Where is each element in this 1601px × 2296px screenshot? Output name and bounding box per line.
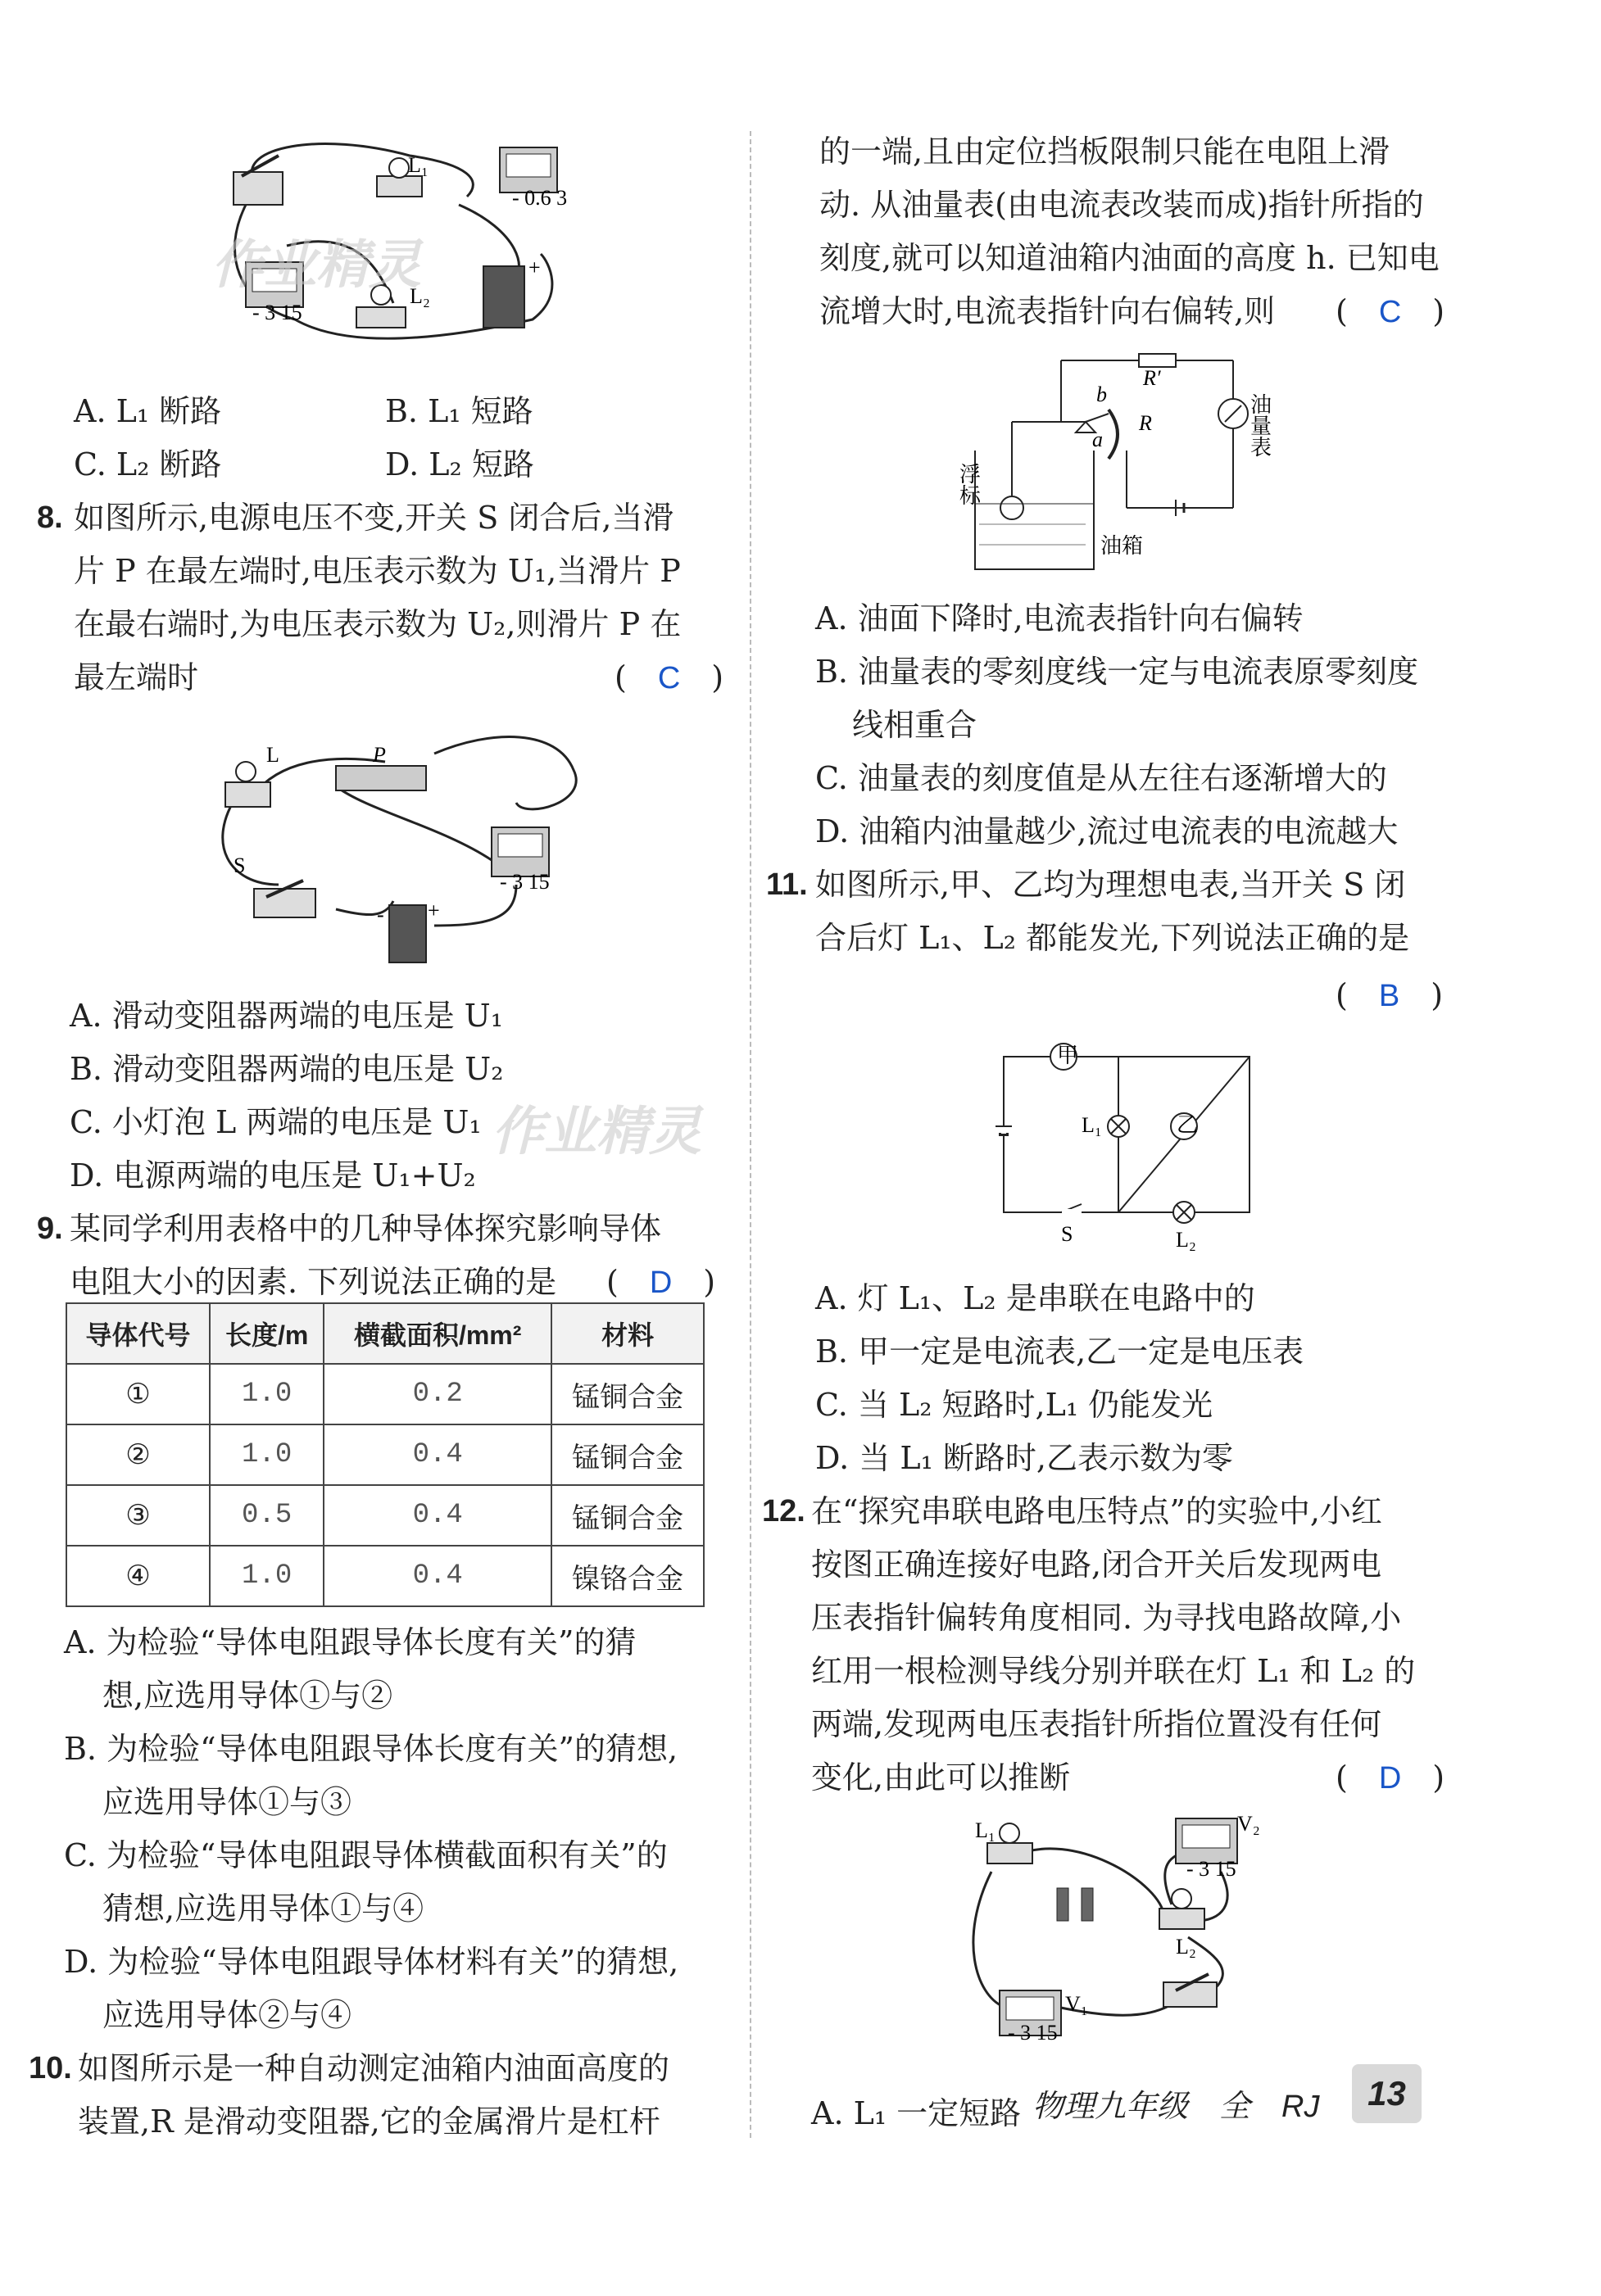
table-cell: 0.4 (324, 1424, 551, 1485)
q10-line-1: 如图所示是一种自动测定油箱内油面高度的 (78, 2050, 670, 2086)
q9-option-d-2: 应选用导体②与④ (102, 1997, 352, 2033)
q8-line-1: 如图所示,电源电压不变,开关 S 闭合后,当滑 (74, 500, 674, 536)
q10-line-3: 的一端,且由定位挡板限制只能在电阻上滑 (819, 134, 1390, 170)
q10-label-r: R (1139, 411, 1152, 435)
table-cell: 锰铜合金 (551, 1364, 704, 1424)
q10-answer-key: C (1378, 295, 1402, 329)
table-cell: 1.0 (210, 1364, 324, 1424)
q8-number: 8. (37, 500, 63, 535)
q7-label-l2: L₂ (410, 284, 430, 308)
q8-voltmeter-scale: - 3 15 (500, 870, 550, 894)
q7-option-b: B. L₁ 短路 (385, 393, 533, 429)
q10-option-b-2: 线相重合 (852, 707, 977, 743)
table-cell: 锰铜合金 (551, 1485, 704, 1546)
q8-label-p: P (373, 743, 386, 767)
table-row (66, 1364, 704, 1424)
q10-label-b: b (1096, 383, 1107, 406)
q9-option-a-1: A. 为检验“导体电阻跟导体长度有关”的猜 (64, 1624, 637, 1660)
table-cell: 0.5 (210, 1485, 324, 1546)
q12-number: 12. (762, 1494, 805, 1528)
q12-option-a: A. L₁ 一定短路 (811, 2095, 1022, 2131)
q9-option-b-1: B. 为检验“导体电阻跟导体长度有关”的猜想, (64, 1731, 678, 1767)
q12-label-l2: L₂ (1176, 1935, 1196, 1959)
q10-option-a: A. 油面下降时,电流表指针向右偏转 (815, 600, 1304, 636)
q11-label-l1: L₁ (1082, 1113, 1102, 1137)
q11-line-2: 合后灯 L₁、L₂ 都能发光,下列说法正确的是 (815, 920, 1410, 956)
q7-option-d: D. L₂ 短路 (385, 446, 534, 482)
q12-line-2: 按图正确连接好电路,闭合开关后发现两电 (811, 1547, 1382, 1583)
q8-option-a: A. 滑动变阻器两端的电压是 U₁ (70, 998, 503, 1034)
q12-line-5: 两端,发现两电压表指针所指位置没有任何 (811, 1706, 1382, 1742)
table-header-row (66, 1303, 704, 1364)
watermark: 作业精灵 (211, 235, 421, 294)
q8-minus: - (377, 903, 384, 926)
q12-label-v1: V₁ (1065, 1992, 1088, 2016)
q10-line-6: 流增大时,电流表指针向右偏转,则 (819, 293, 1276, 329)
q8-circuit-figure (205, 721, 598, 975)
q7-label-l1: L₁ (408, 153, 429, 177)
q10-option-d: D. 油箱内油量越少,流过电流表的电流越大 (815, 813, 1399, 849)
q9-option-c-2: 猜想,应选用导体①与④ (102, 1891, 424, 1927)
column-divider (750, 131, 751, 2138)
q7-option-c: C. L₂ 断路 (74, 446, 222, 482)
q12-label-l1: L₁ (975, 1818, 996, 1842)
q11-option-d: D. 当 L₁ 断路时,乙表示数为零 (815, 1440, 1233, 1476)
table-header: 导体代号 (66, 1303, 210, 1364)
q10-label-float: 浮标 (956, 463, 981, 505)
q11-answer-key: B (1378, 979, 1400, 1013)
q11-label-l2: L₂ (1176, 1228, 1196, 1252)
q10-option-b-1: B. 油量表的零刻度线一定与电流表原零刻度 (815, 654, 1419, 690)
q10-line-5: 刻度,就可以知道油箱内油面的高度 h. 已知电 (819, 240, 1440, 276)
q12-circuit-figure (967, 1806, 1262, 2044)
q9-line-1: 某同学利用表格中的几种导体探究影响导体 (70, 1211, 662, 1247)
table-row (66, 1424, 704, 1485)
table-cell: ④ (66, 1546, 210, 1606)
q11-answer: ( B ) (1336, 977, 1444, 1013)
table-row (66, 1485, 704, 1546)
q10-label-r-prime: R′ (1143, 366, 1161, 390)
table-cell: 0.2 (324, 1364, 551, 1424)
q9-option-a-2: 想,应选用导体①与② (102, 1678, 393, 1714)
q11-circuit-figure (991, 1040, 1270, 1261)
q8-line-2: 片 P 在最左端时,电压表示数为 U₁,当滑片 P (74, 553, 681, 589)
q11-line-1: 如图所示,甲、乙均为理想电表,当开关 S 闭 (815, 867, 1406, 903)
q9-number: 9. (37, 1211, 63, 1246)
q12-v2-scale: - 3 15 (1186, 1857, 1236, 1881)
q7-voltmeter-scale: - 3 15 (252, 301, 302, 324)
q9-answer: ( D ) (606, 1264, 716, 1300)
q7-option-a: A. L₁ 断路 (74, 393, 222, 429)
q10-line-4: 动. 从油量表(由电流表改装而成)指针所指的 (819, 187, 1424, 223)
table-header: 横截面积/mm² (324, 1303, 551, 1364)
q10-oil-gauge-figure (956, 344, 1315, 582)
table-cell: 1.0 (210, 1546, 324, 1606)
q10-label-gauge: 油量表 (1247, 393, 1272, 457)
watermark-2: 作业精灵 (492, 1102, 701, 1161)
q12-line-1: 在“探究串联电路电压特点”的实验中,小红 (811, 1493, 1382, 1529)
q8-line-3: 在最右端时,为电压表示数为 U₂,则滑片 P 在 (74, 606, 682, 642)
q12-line-3: 压表指针偏转角度相同. 为寻找电路故障,小 (811, 1600, 1402, 1636)
q11-label-s: S (1061, 1222, 1073, 1246)
table-cell: ③ (66, 1485, 210, 1546)
table-cell: 0.4 (324, 1485, 551, 1546)
q8-line-4: 最左端时 (74, 659, 199, 695)
table-cell: 0.4 (324, 1546, 551, 1606)
q8-answer: ( C ) (615, 659, 724, 695)
q9-option-c-1: C. 为检验“导体电阻跟导体横截面积有关”的 (64, 1837, 668, 1873)
q11-option-b: B. 甲一定是电流表,乙一定是电压表 (815, 1334, 1304, 1370)
table-header: 材料 (551, 1303, 704, 1364)
q8-label-s: S (234, 854, 246, 877)
q9-answer-key: D (649, 1266, 673, 1300)
q12-line-6: 变化,由此可以推断 (811, 1759, 1071, 1796)
page-number: 13 (1352, 2064, 1422, 2123)
q9-option-b-2: 应选用导体①与③ (102, 1784, 352, 1820)
q9-line-2: 电阻大小的因素. 下列说法正确的是 (70, 1264, 557, 1300)
table-cell: 1.0 (210, 1424, 324, 1485)
q12-answer-key: D (1378, 1761, 1402, 1796)
table-cell: 锰铜合金 (551, 1424, 704, 1485)
q8-plus: + (428, 899, 440, 922)
q8-label-l: L (266, 743, 279, 767)
table-row (66, 1546, 704, 1606)
q11-label-jia: 甲 (1057, 1044, 1079, 1067)
q11-label-yi: 乙 (1177, 1113, 1199, 1137)
q11-option-a: A. 灯 L₁、L₂ 是串联在电路中的 (815, 1280, 1255, 1316)
q12-line-4: 红用一根检测导线分别并联在灯 L₁ 和 L₂ 的 (811, 1653, 1416, 1689)
q12-v1-scale: - 3 15 (1008, 2021, 1058, 2045)
q7-ammeter-scale: - 0.6 3 (512, 186, 568, 210)
q12-label-v2: V₂ (1237, 1812, 1260, 1836)
q8-option-d: D. 电源两端的电压是 U₁+U₂ (70, 1157, 476, 1193)
table-header: 长度/m (210, 1303, 324, 1364)
q10-label-a: a (1092, 428, 1103, 451)
q10-number: 10. (29, 2051, 72, 2085)
q10-answer: ( C ) (1336, 293, 1445, 329)
q8-option-c: C. 小灯泡 L 两端的电压是 U₁ (70, 1104, 482, 1140)
q12-answer: ( D ) (1336, 1759, 1445, 1796)
table-cell: ① (66, 1364, 210, 1424)
book-title: 物理九年级 全 RJ (1032, 2090, 1320, 2124)
table-cell: ② (66, 1424, 210, 1485)
q8-answer-key: C (657, 661, 681, 695)
q10-label-tank: 油箱 (1100, 534, 1144, 558)
q10-line-2: 装置,R 是滑动变阻器,它的金属滑片是杠杆 (78, 2104, 660, 2140)
q11-option-c: C. 当 L₂ 短路时,L₁ 仍能发光 (815, 1387, 1213, 1423)
table-cell: 镍铬合金 (551, 1546, 704, 1606)
q9-conductor-table (66, 1302, 705, 1607)
q11-number: 11. (766, 867, 808, 902)
q9-option-d-1: D. 为检验“导体电阻跟导体材料有关”的猜想, (64, 1944, 679, 1980)
q8-option-b: B. 滑动变阻器两端的电压是 U₂ (70, 1051, 504, 1087)
q7-plus: + (528, 256, 541, 279)
q10-option-c: C. 油量表的刻度值是从左往右逐渐增大的 (815, 760, 1387, 796)
